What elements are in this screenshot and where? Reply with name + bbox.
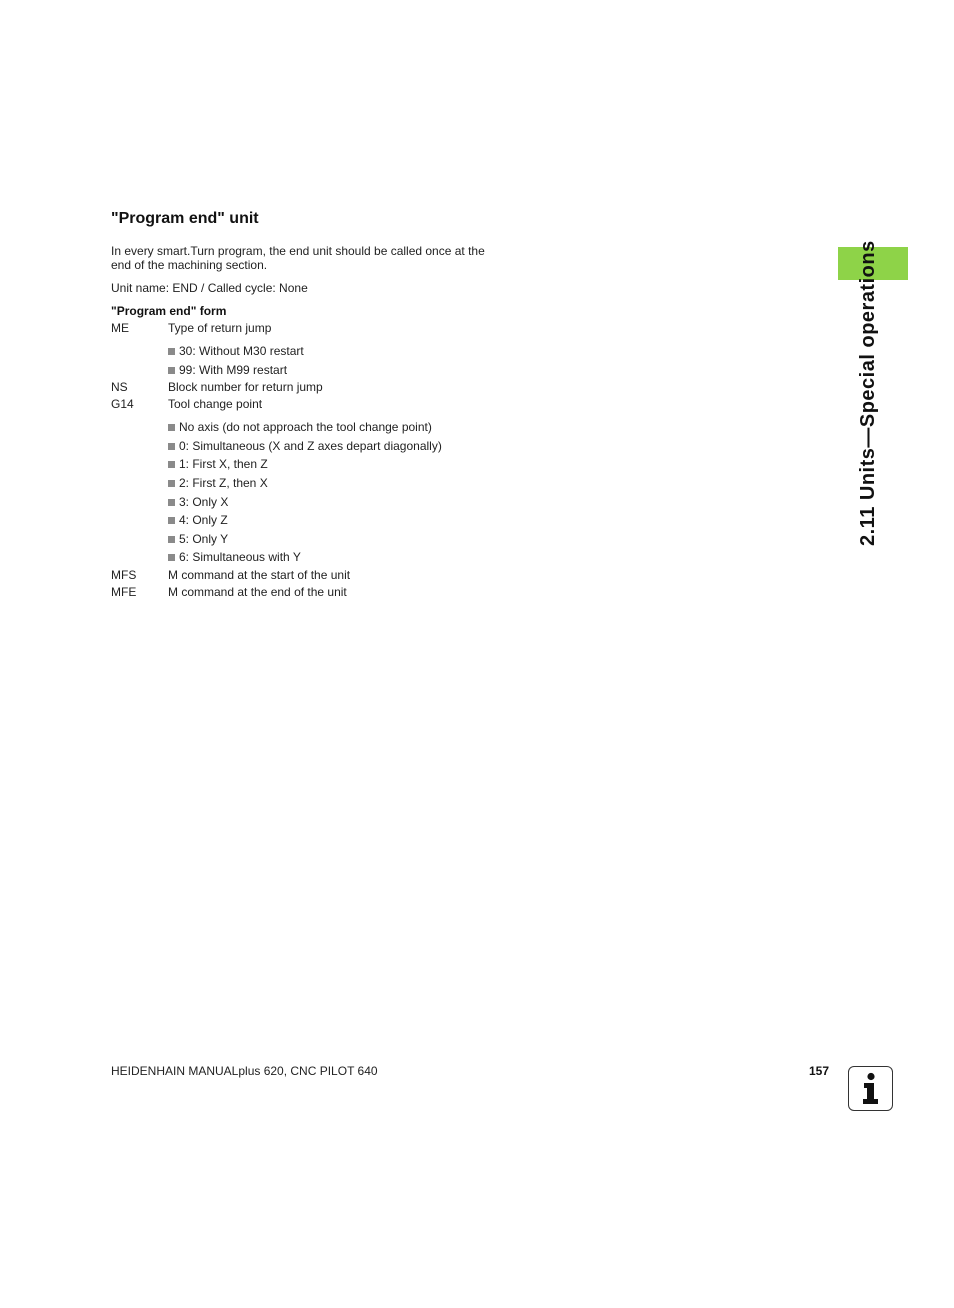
square-bullet-icon xyxy=(168,348,175,355)
param-desc-mfs: M command at the start of the unit xyxy=(168,568,351,582)
param-code-me: ME xyxy=(111,321,129,335)
option-item xyxy=(168,532,228,546)
option-item xyxy=(168,550,301,564)
square-bullet-icon xyxy=(168,536,175,543)
square-bullet-icon xyxy=(168,517,175,524)
option-label: 30: Without M30 restart xyxy=(179,344,304,358)
option-item xyxy=(168,420,432,434)
square-bullet-icon xyxy=(168,554,175,561)
option-label: 4: Only Z xyxy=(179,513,228,527)
option-item xyxy=(168,495,228,509)
square-bullet-icon xyxy=(168,461,175,468)
form-title: "Program end" form xyxy=(111,304,227,318)
intro-line-2: end of the machining section. xyxy=(111,258,268,272)
section-title: "Program end" unit xyxy=(111,210,259,227)
option-item xyxy=(168,457,268,471)
option-label: 2: First Z, then X xyxy=(179,476,268,490)
option-label: 99: With M99 restart xyxy=(179,363,288,377)
option-label: 1: First X, then Z xyxy=(179,457,268,471)
info-icon xyxy=(848,1066,893,1111)
square-bullet-icon xyxy=(168,443,175,450)
unit-info: Unit name: END / Called cycle: None xyxy=(111,281,308,295)
option-label: 5: Only Y xyxy=(179,532,229,546)
option-item xyxy=(168,476,268,490)
option-label: No axis (do not approach the tool change point) xyxy=(179,420,432,434)
param-desc-ns: Block number for return jump xyxy=(168,380,323,394)
param-desc-mfe: M command at the end of the unit xyxy=(168,585,347,599)
option-label: 3: Only X xyxy=(179,495,229,509)
footer-manual-title: HEIDENHAIN MANUALplus 620, CNC PILOT 640 xyxy=(111,1064,378,1078)
option-item xyxy=(168,439,442,453)
square-bullet-icon xyxy=(168,480,175,487)
intro-line-1: In every smart.Turn program, the end unit should be called once at the xyxy=(111,244,485,258)
param-code-g14: G14 xyxy=(111,397,134,411)
option-item xyxy=(168,513,228,527)
square-bullet-icon xyxy=(168,499,175,506)
option-label: 6: Simultaneous with Y xyxy=(179,550,301,564)
square-bullet-icon xyxy=(168,367,175,374)
page-number: 157 xyxy=(809,1064,830,1078)
chapter-title: 2.11 Units—Special operations xyxy=(857,240,879,546)
param-code-mfe: MFE xyxy=(111,585,137,599)
option-item xyxy=(168,363,287,377)
param-desc-g14: Tool change point xyxy=(168,397,263,411)
param-code-ns: NS xyxy=(111,380,128,394)
param-desc-me: Type of return jump xyxy=(168,321,272,335)
param-code-mfs: MFS xyxy=(111,568,137,582)
option-label: 0: Simultaneous (X and Z axes depart diagonally) xyxy=(179,439,442,453)
square-bullet-icon xyxy=(168,424,175,431)
option-item xyxy=(168,344,304,358)
